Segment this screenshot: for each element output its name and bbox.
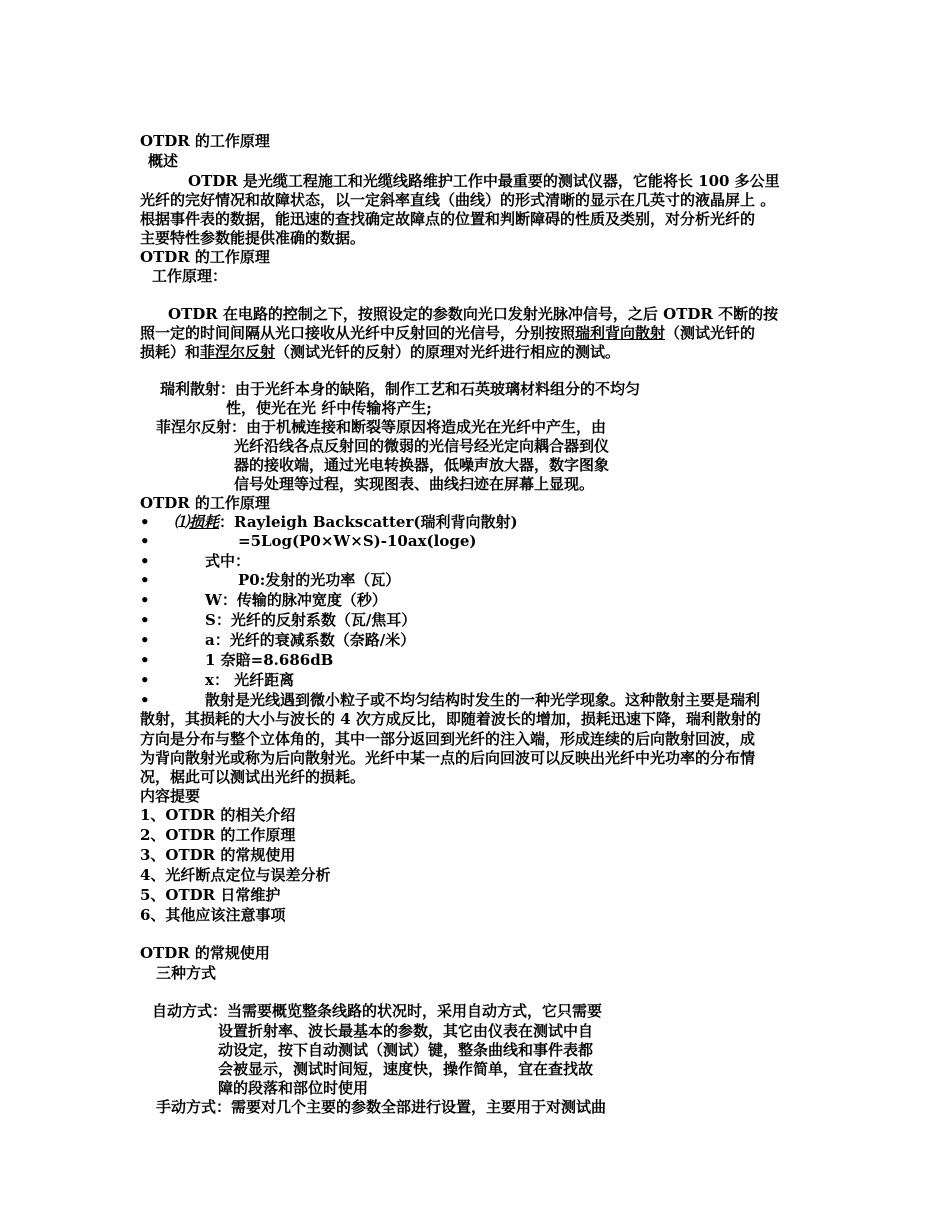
neper-conversion: 1 奈賠=8.686dB <box>205 651 334 669</box>
scatter-line-5: 况，椐此可以测试出光纤的损耗。 <box>140 768 366 786</box>
overview-line-4: 主要特性参数能提供准确的数据。 <box>140 229 366 247</box>
bullet-marker: • <box>140 631 150 649</box>
loss-rest: ：Rayleigh Backscatter(瑞利背向散射) <box>219 513 518 531</box>
auto-line-1: 自动方式：当需要概览整条线路的状况时，采用自动方式，它只需要 <box>152 1002 603 1020</box>
fresnel-line-1: 菲涅尔反射：由于机械连接和断裂等原因将造成光在光纤中产生，由 <box>156 418 607 436</box>
fresnel-link: 菲涅尔反射 <box>200 343 276 361</box>
bullet-marker: • <box>140 611 150 629</box>
formula: =5Log(P0×W×S)-10ax(loge) <box>238 532 477 550</box>
manual-line-1: 手动方式：需要对几个主要的参数全部进行设置，主要用于对测试曲 <box>156 1098 607 1116</box>
where-label: 式中： <box>205 552 251 570</box>
rayleigh-link: 瑞利背向散射 <box>575 324 666 342</box>
scatter-line-3: 方向是分布与整个立体角的，其中一部分返回到光纤的注入端，形成连续的后向散射回波，成 <box>140 730 756 748</box>
principle-line-2 <box>140 323 755 343</box>
loss-label: 损耗 <box>189 513 220 531</box>
three-modes-label: 三种方式 <box>156 964 217 982</box>
toc-item: 6、其他应该注意事项 <box>140 906 286 924</box>
rayleigh-line-1: 瑞利散射：由于光纤本身的缺陷，制作工艺和石英玻璃材料组分的不均匀 <box>160 380 641 398</box>
var-a: a：光纤的衰减系数（奈路/米） <box>205 631 416 649</box>
var-w: W：传输的脉冲宽度（秒） <box>205 591 387 609</box>
var-p0: P0:发射的光功率（瓦） <box>238 571 401 589</box>
heading-otdr-principle: OTDR 的工作原理 <box>140 132 270 150</box>
toc-item: 3、OTDR 的常规使用 <box>140 846 296 864</box>
auto-line-5: 障的段落和部位时使用 <box>218 1079 369 1097</box>
principle-line-2-b: （测试光钎的 <box>665 324 756 342</box>
bullet-marker: • <box>140 532 150 550</box>
auto-line-3: 动设定，按下自动测试（测试）键，整条曲线和事件表都 <box>218 1041 594 1059</box>
fresnel-line-4: 信号处理等过程，实现图表、曲线扫迹在屏幕上显现。 <box>234 475 595 493</box>
bullet-marker: • <box>140 651 150 669</box>
scatter-line-2: 散射，其损耗的大小与波长的 4 次方成反比，即随着波长的增加，损耗迅速下降，瑞利散射的 <box>140 710 761 728</box>
loss-item <box>174 512 518 532</box>
principle-line-2-a: 照一定的时间间隔从光口接收从光纤中反射回的光信号，分别按照 <box>140 324 576 342</box>
toc-item: 1、OTDR 的相关介绍 <box>140 806 296 824</box>
fresnel-line-3: 器的接收端，通过光电转换器，低噪声放大器，数字图象 <box>234 456 610 474</box>
heading-otdr-principle-2: OTDR 的工作原理 <box>140 248 270 266</box>
toc-title: 内容提要 <box>140 787 201 805</box>
heading-otdr-principle-3: OTDR 的工作原理 <box>140 494 270 512</box>
principle-line-3-b: （测试光钎的反射）的原理对光纤进行相应的测试。 <box>275 343 621 361</box>
rayleigh-line-2: 性，使光在光 纤中传输将产生; <box>226 399 432 417</box>
bullet-marker: • <box>140 571 150 589</box>
var-x: x： 光纤距离 <box>205 671 295 689</box>
toc-item: 5、OTDR 日常维护 <box>140 886 281 904</box>
scatter-line-1: 散射是光线遇到微小粒子或不均匀结构时发生的一种光学现象。这种散射主要是瑞利 <box>205 691 761 709</box>
overview-line-1: OTDR 是光缆工程施工和光缆线路维护工作中最重要的测试仪器，它能将长 100 多公里 <box>188 172 780 190</box>
bullet-marker: • <box>140 513 150 531</box>
bullet-marker: • <box>140 591 150 609</box>
scatter-line-4: 为背向散射光或称为后向散射光。光纤中某一点的后向回波可以反映出光纤中光功率的分布情 <box>140 749 756 767</box>
heading-otdr-usage: OTDR 的常规使用 <box>140 944 270 962</box>
toc-item: 2、OTDR 的工作原理 <box>140 826 296 844</box>
bullet-marker: • <box>140 691 150 709</box>
auto-line-2: 设置折射率、波长最基本的参数，其它由仪表在测试中自 <box>218 1022 594 1040</box>
overview-line-2: 光纤的完好情况和故障状态，以一定斜率直线（曲线）的形式清晰的显示在几英寸的液晶屏上 。 <box>140 191 776 209</box>
loss-number: ⑴ <box>174 513 190 531</box>
fresnel-line-2: 光纤沿线各点反射回的微弱的光信号经光定向耦合器到仪 <box>234 437 610 455</box>
auto-line-4: 会被显示，测试时间短，速度快，操作简单，宜在查找故 <box>218 1060 594 1078</box>
overview-label: 概述 <box>148 152 179 170</box>
bullet-marker: • <box>140 671 150 689</box>
overview-line-3: 根据事件表的数据，能迅速的查找确定故障点的位置和判断障碍的性质及类别，对分析光纤的 <box>140 210 756 228</box>
bullet-marker: • <box>140 552 150 570</box>
principle-label: 工作原理： <box>152 267 228 285</box>
principle-line-3-a: 损耗）和 <box>140 343 201 361</box>
principle-line-3 <box>140 342 620 362</box>
var-s: S：光纤的反射系数（瓦/焦耳） <box>205 611 417 629</box>
toc-item: 4、光纤断点定位与误差分析 <box>140 866 331 884</box>
principle-line-1: OTDR 在电路的控制之下，按照设定的参数向光口发射光脉冲信号，之后 OTDR 不断的按 <box>168 305 779 323</box>
